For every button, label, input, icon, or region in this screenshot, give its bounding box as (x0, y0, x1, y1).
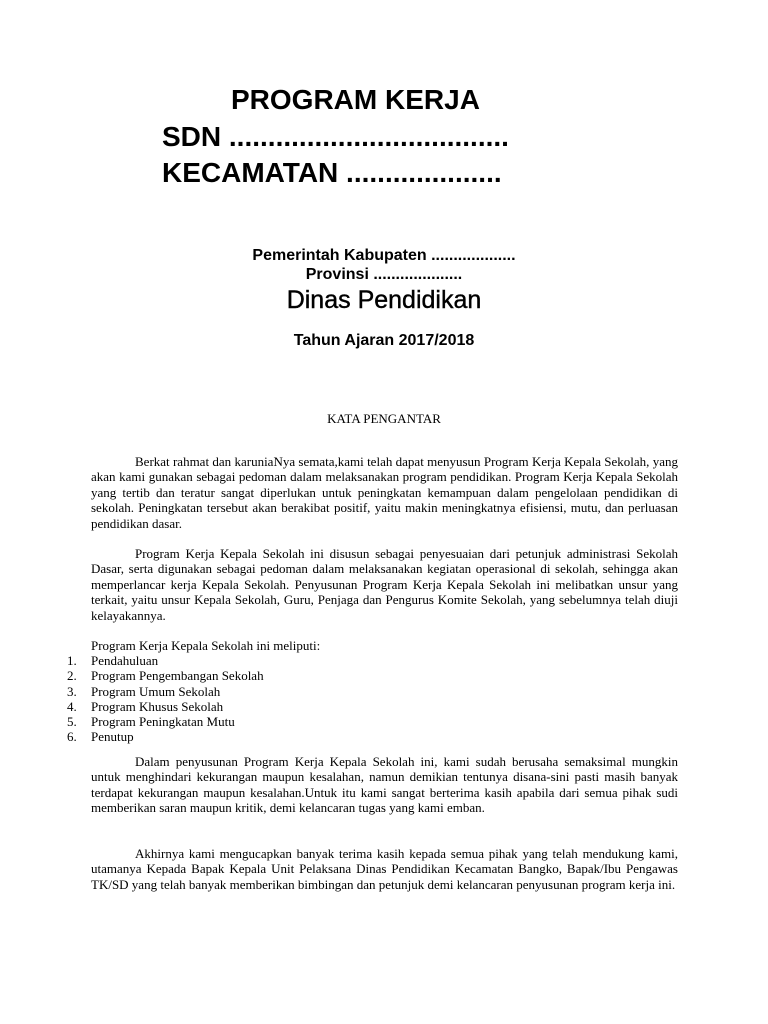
list-number: 2. (67, 668, 77, 684)
list-label: Program Khusus Sekolah (91, 698, 224, 714)
list-item (67, 684, 264, 699)
academic-year: Tahun Ajaran 2017/2018 (293, 332, 475, 349)
list-item (67, 699, 264, 714)
paragraph-text: Dalam penyusunan Program Kerja Kepala Sekolah ini, kami sudah berusaha semaksimal mungkin untuk menghindari kekurangan maupun kesalahan, namun demikian tentunya disana-sini pasti masih banyak terdapat kekurangan maupun kesalahan.Untuk itu kami sangat berterima kasih apabila dari semua pihak sudi memberikan saran maupun kritik, demi kelancaran tugas yang kami emban. (91, 754, 678, 816)
foreword-paragraph (91, 454, 678, 531)
paragraph-text: Akhirnya kami mengucapkan banyak terima kasih kepada semua pihak yang telah mendukung kami, utamanya Kepada Bapak Kepala Unit Pelaksana Dinas Pendidikan Kecamatan Bangko, Bapak/Ibu Pengawas TK/SD yang telah banyak memberikan bimbingan dan petunjuk demi kelancaran penyusunan program kerja ini. (91, 846, 678, 892)
paragraph-text: Berkat rahmat dan karuniaNya semata,kami telah dapat menyusun Program Kerja Kepala Sekolah, yang akan kami gunakan sebagai pedoman dalam melaksanakan program pendidikan. Program Kerja Kepala Sekolah yang tertib dan teratur sangat diperlukan untuk peningkatan kemampuan dalam pengelolaan pendidikan di sekolah. Peningkatan tersebut akan berakibat positif, yaitu makin meningkatnya efisiensi, mutu, dan perluasan pendidikan dasar. (91, 454, 678, 531)
government-regency: Pemerintah Kabupaten ................... (252, 247, 516, 264)
list-item (67, 714, 264, 729)
agency-name: Dinas Pendidikan (286, 286, 482, 314)
foreword-heading: KATA PENGANTAR (327, 411, 441, 426)
list-label: Program Peningkatan Mutu (91, 714, 235, 730)
list-number: 3. (67, 683, 77, 699)
foreword-paragraph (91, 846, 678, 892)
list-number: 4. (67, 698, 77, 714)
list-item (67, 729, 264, 744)
paragraph-text: Program Kerja Kepala Sekolah ini disusun sebagai penyesuaian dari petunjuk administrasi Sekolah Dasar, serta digunakan sebagai pedoman dalam melaksanakan kegiatan operasional di sekolah, sehingga akan memperlancar kerja Kepala Sekolah. Penyusunan Program Kerja Kepala Sekolah ini melibatkan unsur yang terkait, yaitu unsur Kepala Sekolah, Guru, Penjaga dan Pengurus Komite Sekolah, yang sebelumnya telah diuji kelayakannya. (91, 546, 678, 623)
program-list-intro: Program Kerja Kepala Sekolah ini meliputi: (91, 638, 321, 653)
list-label: Program Pengembangan Sekolah (91, 668, 264, 684)
foreword-paragraph (91, 754, 678, 816)
list-label: Program Umum Sekolah (91, 683, 221, 699)
cover-title-school: SDN .................................... (162, 121, 509, 152)
list-number: 6. (67, 729, 77, 745)
program-list (67, 653, 264, 745)
list-item (67, 668, 264, 683)
government-province: Provinsi .................... (305, 266, 463, 283)
foreword-paragraph (91, 546, 678, 623)
list-number: 1. (67, 653, 77, 668)
list-number: 5. (67, 714, 77, 730)
list-label: Penutup (91, 729, 134, 745)
list-item (67, 653, 264, 668)
cover-title-district: KECAMATAN .................... (162, 157, 502, 188)
cover-title-program-kerja: PROGRAM KERJA (231, 84, 480, 115)
list-label: Pendahuluan (91, 653, 159, 668)
